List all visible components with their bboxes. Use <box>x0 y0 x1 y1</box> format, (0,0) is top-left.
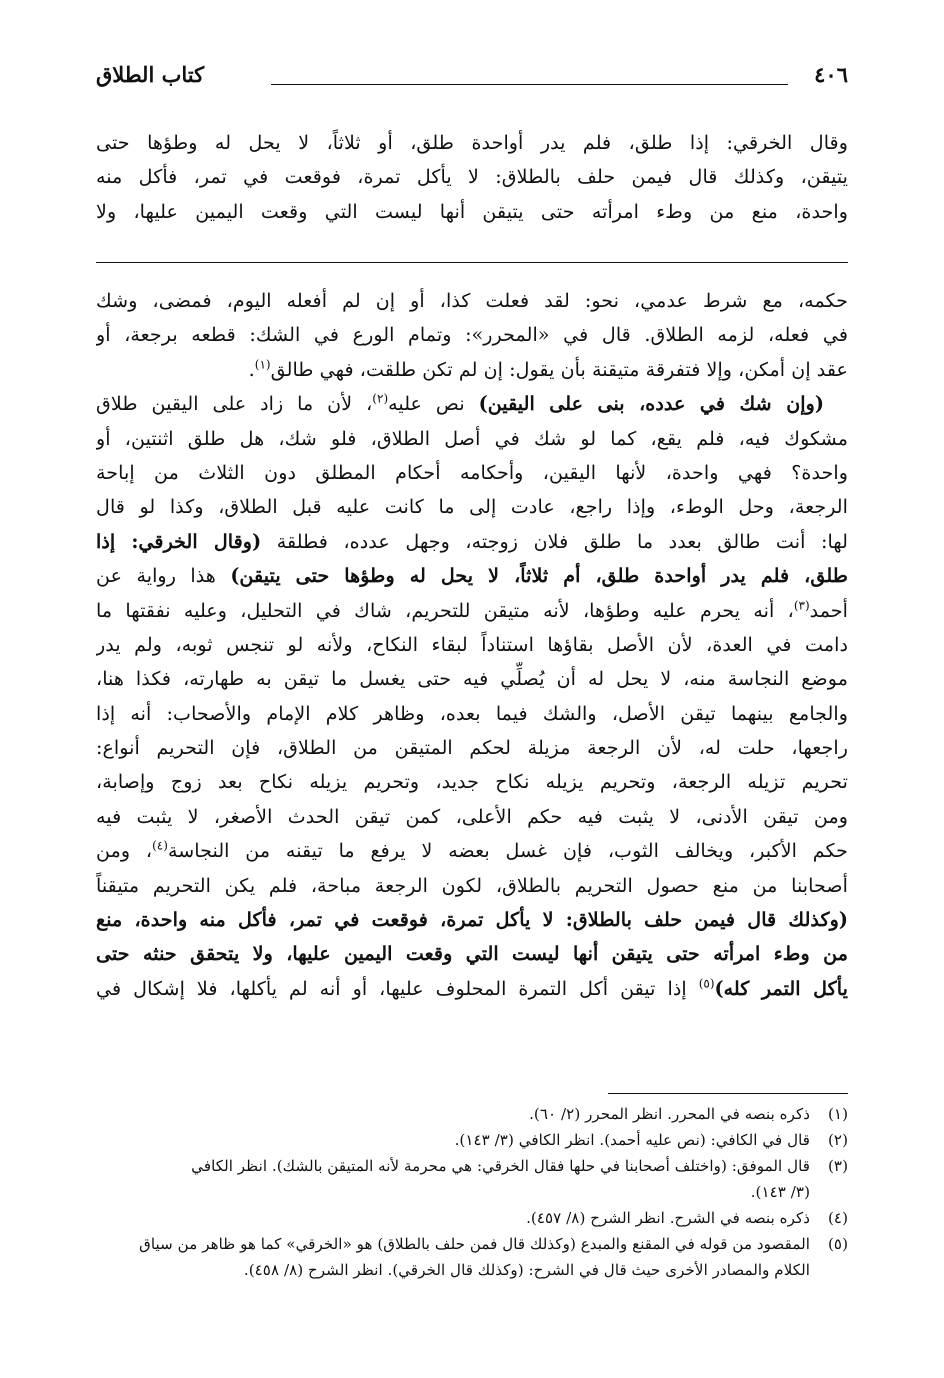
sharh-text-run: نص عليه <box>388 392 479 416</box>
matn-separator <box>96 262 848 263</box>
footnote-separator <box>608 1093 848 1094</box>
footnotes <box>96 1101 848 1283</box>
sharh-line: راجعها، حلت له، لأن الرجعة مزيلة لحكم المتيقن من الطلاق، فإن التحريم أنواع: <box>96 736 848 760</box>
footnote-number: (٤) <box>827 1209 848 1227</box>
footnote-line: قال الموفق: (واختلف أصحابنا في حلها فقال الخرقي: هي محرمة لأنه المتيقن بالشك). انظر الكافي <box>191 1157 810 1175</box>
sharh-line: الرجعة، وحل الوطء، وإذا راجع، عادت إلى ما كانت عليه قبل الطلاق، وكذا لو قال <box>96 495 848 519</box>
footnote-ref[interactable]: (١) <box>254 357 271 372</box>
footnote-text: ذكره بنصه في الشرح. انظر الشرح (٨/ ٤٥٧). <box>526 1209 810 1227</box>
sharh-line: والجامع بينهما تيقن الأصل، والشك فيما بعده، وظاهر كلام الإمام والأصحاب: أنه إذا <box>96 701 848 725</box>
sharh-line <box>96 972 848 1006</box>
footnote-line: المقصود من قوله في المقنع والمبدع (وكذلك قال فمن حلف بالطلاق) هو «الخرقي» كما هو ظاهر من سياق <box>139 1235 810 1253</box>
matn-quote-line: من وطء امرأته حتى يتيقن أنها ليست التي وقعت اليمين عليها، ولا يتحقق حنثه حتى <box>96 942 848 966</box>
sharh-line <box>96 559 848 593</box>
sharh-line <box>96 387 848 421</box>
sharh-line: أصحابنا من منع حصول التحريم بالطلاق، لكون الرجعة مباحة، فلم يكن التحريم متيقناً <box>96 873 848 897</box>
matn-line: وقال الخرقي: إذا طلق، فلم يدر أواحدة طلق، أو ثلاثاً، لا يحل له وطؤها حتى <box>96 131 848 154</box>
sharh-line: حكمه، مع شرط عدمي، نحو: لقد فعلت كذا، أو إن لم أفعله اليوم، فمضى، وشك <box>96 289 848 312</box>
sharh-text-run: لها: أنت طالق بعدد ما طلق فلان زوجته، وجهل عدده، فطلقة <box>261 529 848 553</box>
sharh-text-run: ، ومن <box>96 839 153 863</box>
matn-quote: طلق، فلم يدر أواحدة طلق، أم ثلاثاً، لا يحل له وطؤها حتى يتيقن) <box>230 564 848 588</box>
footnote-text <box>96 1231 810 1283</box>
sharh-text-run: إذا تيقن أكل التمرة المحلوف عليها، أو أنه لم يأكلها، فلا إشكال في <box>96 976 699 1000</box>
footnote <box>96 1231 848 1283</box>
running-title: كتاب الطلاق <box>96 62 205 87</box>
sharh-line: مشكوك فيه، فلم يقع، كما لو شك في أصل الطلاق، فلو شك، هل طلق اثنتين، أو <box>96 426 848 450</box>
footnote <box>96 1127 848 1153</box>
sharh-text-run: أحمد <box>809 598 848 622</box>
sharh-line: عقد إن أمكن، وإلا فتفرقة متيقنة بأن يقول: إن لم تكن طلقت، فهي طالق$^{(١)}$. <box>248 357 848 381</box>
footnote-number: (٥) <box>827 1235 848 1253</box>
footnote-text <box>96 1153 810 1205</box>
footnote <box>96 1205 848 1231</box>
header-rule <box>271 84 788 85</box>
matn-line: يتيقن، وكذلك قال فيمن حلف بالطلاق: لا يأكل تمرة، فوقعت في تمر، فأكل منه <box>96 165 848 189</box>
footnote-number: (١) <box>827 1105 848 1123</box>
footnote-number: (٢) <box>827 1131 848 1149</box>
sharh-line <box>96 834 848 868</box>
footnote-text: قال في الكافي: (نص عليه أحمد). انظر الكافي (٣/ ١٤٣). <box>454 1131 810 1149</box>
matn-line: واحدة، منع من وطء امرأته حتى يتيقن أنها ليست التي وقعت اليمين عليها، ولا <box>96 199 848 223</box>
sharh-text-run: عقد إن أمكن، وإلا فتفرقة متيقنة بأن يقول: إن لم تكن طلقت، فهي طالق <box>270 357 848 381</box>
footnote-ref[interactable]: (٤) <box>152 838 168 853</box>
footnote-line: الكلام والمصادر الأخرى حيث قال في الشرح: (وكذلك قال الخرقي). انظر الشرح (٨/ ٤٥٨). <box>243 1261 810 1279</box>
sharh-line <box>96 594 848 628</box>
footnote-text: ذكره بنصه في المحرر. انظر المحرر (٢/ ٦٠). <box>529 1105 810 1123</box>
sharh-line: ومن تيقن الأدنى، لا يثبت فيه حكم الأعلى، كمن تيقن الحدث الأصغر، لا يثبت فيه <box>96 804 848 828</box>
sharh-text-run: حكم الأكبر، ويخالف الثوب، فإن غسل بعضه لا يرفع ما تيقنه من النجاسة <box>167 839 848 863</box>
footnote-line: (٣/ ١٤٣). <box>750 1183 810 1201</box>
sharh-text-run: ، لأن ما زاد على اليقين طلاق <box>96 392 373 416</box>
sharh-line: في فعله، لزمه الطلاق. قال في «المحرر»: وتمام الورع في الشك: قطعه برجعة، أو <box>96 323 848 347</box>
matn-quote: يأكل التمر كله) <box>714 976 848 1000</box>
footnote <box>96 1101 848 1127</box>
sharh-text <box>96 284 848 1006</box>
sharh-line: تحريم تزيله الرجعة، وتحريم يزيله نكاح جديد، وتحريم يزيله نكاح بعد زوج وإصابة، <box>96 770 848 794</box>
matn-quote-line: (وكذلك قال فيمن حلف بالطلاق: لا يأكل تمرة، فوقعت في تمر، فأكل منه واحدة، منع <box>96 908 848 932</box>
page-header <box>96 58 848 98</box>
footnote-ref[interactable]: (٥) <box>698 976 715 991</box>
matn-quote: (وإن شك في عدده، بنى على اليقين) <box>478 392 824 416</box>
footnote-number: (٣) <box>827 1157 848 1175</box>
sharh-line: واحدة؟ فهي واحدة، لأنها اليقين، وأحكامه أحكام المطلق دون الثلاث من إباحة <box>96 460 848 484</box>
footnote-ref[interactable]: (٢) <box>372 391 389 406</box>
sharh-line: موضع النجاسة منه، لا يحل له أن يُصلِّي فيه حتى يغسل ما تيقن به طهارته، فكذا هنا، <box>96 667 848 691</box>
sharh-line <box>96 525 848 559</box>
footnote-ref[interactable]: (٣) <box>793 598 810 613</box>
matn-text <box>96 126 848 229</box>
matn-quote: (وقال الخرقي: إذا <box>96 529 262 553</box>
footnote <box>96 1153 848 1205</box>
page-number: ٤٠٦ <box>814 62 848 87</box>
sharh-text-run: هذا رواية عن <box>96 564 231 588</box>
sharh-line: دامت في العدة، لأن الأصل بقاؤها استناداً لبقاء النكاح، ولأنه لو تنجس ثوبه، ولم يدر <box>96 632 848 656</box>
sharh-text-run: ، أنه يحرم عليه وطؤها، لأنه متيقن للتحريم، شاك في التحليل، وعليه نفقتها ما <box>96 598 794 622</box>
